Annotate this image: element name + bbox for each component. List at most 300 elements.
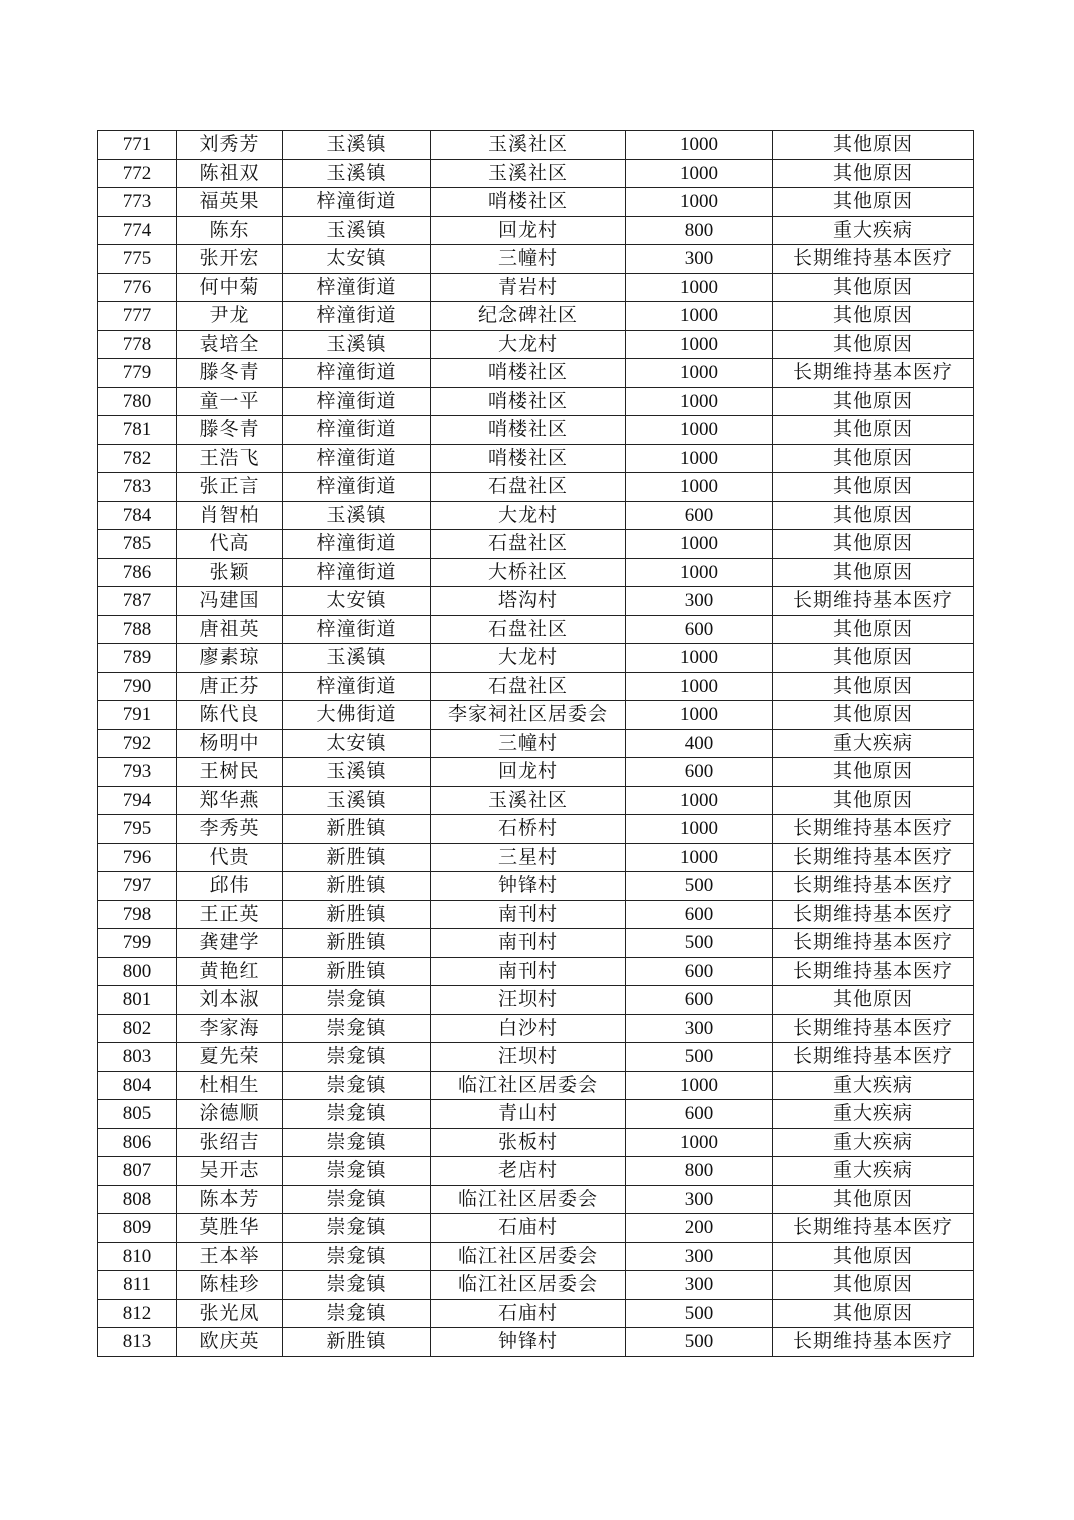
row-number-cell: 779: [98, 359, 177, 388]
row-number-cell: 775: [98, 245, 177, 274]
table-row: [98, 815, 974, 844]
reason-cell: 长期维持基本医疗: [773, 359, 974, 388]
village-cell: 哨楼社区: [431, 359, 626, 388]
reason-cell: 其他原因: [773, 188, 974, 217]
reason-cell: 长期维持基本医疗: [773, 957, 974, 986]
amount-cell: 1000: [626, 444, 773, 473]
name-cell: 张绍吉: [177, 1128, 283, 1157]
table-row: [98, 587, 974, 616]
village-cell: 钟锋村: [431, 1328, 626, 1357]
township-cell: 新胜镇: [283, 900, 431, 929]
row-number-cell: 782: [98, 444, 177, 473]
row-number-cell: 800: [98, 957, 177, 986]
township-cell: 梓潼街道: [283, 672, 431, 701]
reason-cell: 重大疾病: [773, 1128, 974, 1157]
table-row: [98, 786, 974, 815]
name-cell: 刘秀芳: [177, 131, 283, 160]
reason-cell: 其他原因: [773, 501, 974, 530]
township-cell: 太安镇: [283, 729, 431, 758]
village-cell: 石盘社区: [431, 615, 626, 644]
name-cell: 张正言: [177, 473, 283, 502]
name-cell: 陈祖双: [177, 159, 283, 188]
amount-cell: 1000: [626, 302, 773, 331]
village-cell: 三幢村: [431, 245, 626, 274]
name-cell: 王树民: [177, 758, 283, 787]
name-cell: 杨明中: [177, 729, 283, 758]
township-cell: 太安镇: [283, 245, 431, 274]
township-cell: 崇龛镇: [283, 1100, 431, 1129]
township-cell: 崇龛镇: [283, 1242, 431, 1271]
village-cell: 青岩村: [431, 273, 626, 302]
reason-cell: 其他原因: [773, 786, 974, 815]
table-row: [98, 302, 974, 331]
township-cell: 新胜镇: [283, 815, 431, 844]
reason-cell: 其他原因: [773, 387, 974, 416]
name-cell: 王本举: [177, 1242, 283, 1271]
village-cell: 玉溪社区: [431, 159, 626, 188]
name-cell: 何中菊: [177, 273, 283, 302]
village-cell: 石盘社区: [431, 672, 626, 701]
reason-cell: 其他原因: [773, 986, 974, 1015]
name-cell: 张开宏: [177, 245, 283, 274]
amount-cell: 1000: [626, 473, 773, 502]
table-row: [98, 758, 974, 787]
reason-cell: 长期维持基本医疗: [773, 815, 974, 844]
row-number-cell: 780: [98, 387, 177, 416]
reason-cell: 其他原因: [773, 615, 974, 644]
row-number-cell: 773: [98, 188, 177, 217]
table-row: [98, 1214, 974, 1243]
name-cell: 张颖: [177, 558, 283, 587]
township-cell: 新胜镇: [283, 1328, 431, 1357]
name-cell: 尹龙: [177, 302, 283, 331]
table-row: [98, 1071, 974, 1100]
township-cell: 玉溪镇: [283, 758, 431, 787]
row-number-cell: 794: [98, 786, 177, 815]
township-cell: 梓潼街道: [283, 416, 431, 445]
row-number-cell: 792: [98, 729, 177, 758]
row-number-cell: 791: [98, 701, 177, 730]
row-number-cell: 796: [98, 843, 177, 872]
reason-cell: 其他原因: [773, 558, 974, 587]
row-number-cell: 787: [98, 587, 177, 616]
reason-cell: 长期维持基本医疗: [773, 1043, 974, 1072]
name-cell: 唐祖英: [177, 615, 283, 644]
row-number-cell: 799: [98, 929, 177, 958]
amount-cell: 500: [626, 872, 773, 901]
row-number-cell: 812: [98, 1299, 177, 1328]
amount-cell: 500: [626, 1043, 773, 1072]
row-number-cell: 809: [98, 1214, 177, 1243]
name-cell: 童一平: [177, 387, 283, 416]
township-cell: 太安镇: [283, 587, 431, 616]
name-cell: 廖素琼: [177, 644, 283, 673]
amount-cell: 500: [626, 1299, 773, 1328]
amount-cell: 300: [626, 245, 773, 274]
row-number-cell: 778: [98, 330, 177, 359]
amount-cell: 1000: [626, 786, 773, 815]
township-cell: 崇龛镇: [283, 1157, 431, 1186]
reason-cell: 长期维持基本医疗: [773, 1214, 974, 1243]
amount-cell: 600: [626, 1100, 773, 1129]
village-cell: 李家祠社区居委会: [431, 701, 626, 730]
reason-cell: 重大疾病: [773, 216, 974, 245]
table-row: [98, 416, 974, 445]
reason-cell: 长期维持基本医疗: [773, 587, 974, 616]
township-cell: 梓潼街道: [283, 473, 431, 502]
village-cell: 青山村: [431, 1100, 626, 1129]
village-cell: 纪念碑社区: [431, 302, 626, 331]
name-cell: 杜相生: [177, 1071, 283, 1100]
reason-cell: 长期维持基本医疗: [773, 1328, 974, 1357]
township-cell: 崇龛镇: [283, 1185, 431, 1214]
amount-cell: 600: [626, 957, 773, 986]
township-cell: 新胜镇: [283, 957, 431, 986]
village-cell: 临江社区居委会: [431, 1242, 626, 1271]
township-cell: 梓潼街道: [283, 558, 431, 587]
table-row: [98, 245, 974, 274]
township-cell: 崇龛镇: [283, 1071, 431, 1100]
reason-cell: 其他原因: [773, 1185, 974, 1214]
village-cell: 大龙村: [431, 644, 626, 673]
village-cell: 石庙村: [431, 1299, 626, 1328]
row-number-cell: 783: [98, 473, 177, 502]
village-cell: 哨楼社区: [431, 188, 626, 217]
table-row: [98, 1157, 974, 1186]
name-cell: 夏先荣: [177, 1043, 283, 1072]
village-cell: 哨楼社区: [431, 387, 626, 416]
table-row: [98, 473, 974, 502]
table-row: [98, 216, 974, 245]
reason-cell: 长期维持基本医疗: [773, 1014, 974, 1043]
row-number-cell: 804: [98, 1071, 177, 1100]
amount-cell: 1000: [626, 159, 773, 188]
amount-cell: 300: [626, 1242, 773, 1271]
name-cell: 李家海: [177, 1014, 283, 1043]
row-number-cell: 795: [98, 815, 177, 844]
amount-cell: 1000: [626, 701, 773, 730]
reason-cell: 其他原因: [773, 416, 974, 445]
name-cell: 涂德顺: [177, 1100, 283, 1129]
table-row: [98, 387, 974, 416]
name-cell: 冯建国: [177, 587, 283, 616]
table-row: [98, 558, 974, 587]
name-cell: 滕冬青: [177, 416, 283, 445]
table-row: [98, 615, 974, 644]
township-cell: 新胜镇: [283, 872, 431, 901]
village-cell: 三幢村: [431, 729, 626, 758]
village-cell: 玉溪社区: [431, 131, 626, 160]
name-cell: 陈东: [177, 216, 283, 245]
township-cell: 玉溪镇: [283, 786, 431, 815]
row-number-cell: 801: [98, 986, 177, 1015]
township-cell: 崇龛镇: [283, 1214, 431, 1243]
name-cell: 福英果: [177, 188, 283, 217]
village-cell: 钟锋村: [431, 872, 626, 901]
township-cell: 梓潼街道: [283, 530, 431, 559]
name-cell: 唐正芬: [177, 672, 283, 701]
table-row: [98, 929, 974, 958]
row-number-cell: 786: [98, 558, 177, 587]
table-row: [98, 444, 974, 473]
table-row: [98, 872, 974, 901]
reason-cell: 重大疾病: [773, 1157, 974, 1186]
row-number-cell: 805: [98, 1100, 177, 1129]
village-cell: 临江社区居委会: [431, 1071, 626, 1100]
table-row: [98, 330, 974, 359]
village-cell: 哨楼社区: [431, 416, 626, 445]
amount-cell: 1000: [626, 644, 773, 673]
table-row: [98, 273, 974, 302]
table-row: [98, 1328, 974, 1357]
name-cell: 李秀英: [177, 815, 283, 844]
amount-cell: 600: [626, 900, 773, 929]
reason-cell: 其他原因: [773, 159, 974, 188]
name-cell: 郑华燕: [177, 786, 283, 815]
row-number-cell: 802: [98, 1014, 177, 1043]
reason-cell: 重大疾病: [773, 1071, 974, 1100]
township-cell: 新胜镇: [283, 929, 431, 958]
table-row: [98, 501, 974, 530]
village-cell: 石桥村: [431, 815, 626, 844]
table-row: [98, 729, 974, 758]
row-number-cell: 811: [98, 1271, 177, 1300]
village-cell: 汪坝村: [431, 986, 626, 1015]
township-cell: 玉溪镇: [283, 501, 431, 530]
amount-cell: 300: [626, 1271, 773, 1300]
table-row: [98, 701, 974, 730]
amount-cell: 600: [626, 501, 773, 530]
amount-cell: 1000: [626, 530, 773, 559]
township-cell: 玉溪镇: [283, 159, 431, 188]
amount-cell: 1000: [626, 387, 773, 416]
village-cell: 汪坝村: [431, 1043, 626, 1072]
row-number-cell: 781: [98, 416, 177, 445]
township-cell: 崇龛镇: [283, 1271, 431, 1300]
amount-cell: 300: [626, 1014, 773, 1043]
reason-cell: 其他原因: [773, 758, 974, 787]
name-cell: 陈代良: [177, 701, 283, 730]
amount-cell: 1000: [626, 843, 773, 872]
amount-cell: 800: [626, 1157, 773, 1186]
township-cell: 梓潼街道: [283, 302, 431, 331]
amount-cell: 600: [626, 758, 773, 787]
row-number-cell: 784: [98, 501, 177, 530]
table-row: [98, 843, 974, 872]
reason-cell: 长期维持基本医疗: [773, 900, 974, 929]
table-body: [98, 131, 974, 1357]
table-row: [98, 530, 974, 559]
township-cell: 崇龛镇: [283, 1128, 431, 1157]
row-number-cell: 808: [98, 1185, 177, 1214]
township-cell: 玉溪镇: [283, 330, 431, 359]
village-cell: 回龙村: [431, 758, 626, 787]
village-cell: 张板村: [431, 1128, 626, 1157]
amount-cell: 600: [626, 615, 773, 644]
row-number-cell: 793: [98, 758, 177, 787]
table-row: [98, 1100, 974, 1129]
amount-cell: 1000: [626, 558, 773, 587]
name-cell: 龚建学: [177, 929, 283, 958]
table-row: [98, 188, 974, 217]
village-cell: 石盘社区: [431, 473, 626, 502]
row-number-cell: 785: [98, 530, 177, 559]
reason-cell: 重大疾病: [773, 729, 974, 758]
name-cell: 代高: [177, 530, 283, 559]
name-cell: 张光凤: [177, 1299, 283, 1328]
township-cell: 梓潼街道: [283, 188, 431, 217]
village-cell: 南刊村: [431, 900, 626, 929]
table-row: [98, 1299, 974, 1328]
table-row: [98, 1043, 974, 1072]
township-cell: 崇龛镇: [283, 1043, 431, 1072]
name-cell: 陈本芳: [177, 1185, 283, 1214]
amount-cell: 1000: [626, 273, 773, 302]
reason-cell: 其他原因: [773, 644, 974, 673]
reason-cell: 长期维持基本医疗: [773, 929, 974, 958]
reason-cell: 其他原因: [773, 273, 974, 302]
village-cell: 老店村: [431, 1157, 626, 1186]
village-cell: 石庙村: [431, 1214, 626, 1243]
reason-cell: 其他原因: [773, 701, 974, 730]
township-cell: 崇龛镇: [283, 1299, 431, 1328]
name-cell: 邱伟: [177, 872, 283, 901]
table-row: [98, 1014, 974, 1043]
table-row: [98, 159, 974, 188]
village-cell: 南刊村: [431, 957, 626, 986]
amount-cell: 600: [626, 986, 773, 1015]
amount-cell: 500: [626, 1328, 773, 1357]
row-number-cell: 806: [98, 1128, 177, 1157]
amount-cell: 1000: [626, 188, 773, 217]
name-cell: 代贵: [177, 843, 283, 872]
amount-cell: 1000: [626, 1071, 773, 1100]
amount-cell: 1000: [626, 416, 773, 445]
name-cell: 陈桂珍: [177, 1271, 283, 1300]
reason-cell: 其他原因: [773, 530, 974, 559]
table-row: [98, 986, 974, 1015]
name-cell: 刘本淑: [177, 986, 283, 1015]
amount-cell: 500: [626, 929, 773, 958]
village-cell: 大龙村: [431, 330, 626, 359]
township-cell: 梓潼街道: [283, 387, 431, 416]
row-number-cell: 777: [98, 302, 177, 331]
assistance-table: [97, 130, 974, 1357]
table-row: [98, 1128, 974, 1157]
table-row: [98, 644, 974, 673]
name-cell: 王正英: [177, 900, 283, 929]
reason-cell: 重大疾病: [773, 1100, 974, 1129]
township-cell: 梓潼街道: [283, 273, 431, 302]
village-cell: 大龙村: [431, 501, 626, 530]
name-cell: 王浩飞: [177, 444, 283, 473]
amount-cell: 300: [626, 587, 773, 616]
reason-cell: 其他原因: [773, 444, 974, 473]
amount-cell: 300: [626, 1185, 773, 1214]
table-row: [98, 957, 974, 986]
township-cell: 崇龛镇: [283, 986, 431, 1015]
reason-cell: 其他原因: [773, 1299, 974, 1328]
row-number-cell: 771: [98, 131, 177, 160]
row-number-cell: 776: [98, 273, 177, 302]
amount-cell: 1000: [626, 359, 773, 388]
village-cell: 临江社区居委会: [431, 1185, 626, 1214]
village-cell: 大桥社区: [431, 558, 626, 587]
reason-cell: 其他原因: [773, 672, 974, 701]
row-number-cell: 790: [98, 672, 177, 701]
township-cell: 梓潼街道: [283, 359, 431, 388]
reason-cell: 其他原因: [773, 1242, 974, 1271]
row-number-cell: 788: [98, 615, 177, 644]
table-row: [98, 359, 974, 388]
name-cell: 黄艳红: [177, 957, 283, 986]
reason-cell: 长期维持基本医疗: [773, 245, 974, 274]
reason-cell: 其他原因: [773, 302, 974, 331]
row-number-cell: 813: [98, 1328, 177, 1357]
reason-cell: 长期维持基本医疗: [773, 872, 974, 901]
row-number-cell: 810: [98, 1242, 177, 1271]
amount-cell: 400: [626, 729, 773, 758]
row-number-cell: 798: [98, 900, 177, 929]
township-cell: 玉溪镇: [283, 131, 431, 160]
township-cell: 梓潼街道: [283, 615, 431, 644]
township-cell: 玉溪镇: [283, 644, 431, 673]
table-row: [98, 672, 974, 701]
amount-cell: 1000: [626, 815, 773, 844]
amount-cell: 800: [626, 216, 773, 245]
amount-cell: 1000: [626, 330, 773, 359]
village-cell: 白沙村: [431, 1014, 626, 1043]
village-cell: 临江社区居委会: [431, 1271, 626, 1300]
village-cell: 玉溪社区: [431, 786, 626, 815]
row-number-cell: 803: [98, 1043, 177, 1072]
table-row: [98, 1271, 974, 1300]
row-number-cell: 789: [98, 644, 177, 673]
table-row: [98, 131, 974, 160]
township-cell: 崇龛镇: [283, 1014, 431, 1043]
village-cell: 三星村: [431, 843, 626, 872]
name-cell: 袁培全: [177, 330, 283, 359]
village-cell: 哨楼社区: [431, 444, 626, 473]
township-cell: 新胜镇: [283, 843, 431, 872]
amount-cell: 200: [626, 1214, 773, 1243]
amount-cell: 1000: [626, 672, 773, 701]
village-cell: 南刊村: [431, 929, 626, 958]
reason-cell: 其他原因: [773, 131, 974, 160]
reason-cell: 长期维持基本医疗: [773, 843, 974, 872]
village-cell: 塔沟村: [431, 587, 626, 616]
reason-cell: 其他原因: [773, 330, 974, 359]
reason-cell: 其他原因: [773, 1271, 974, 1300]
name-cell: 肖智柏: [177, 501, 283, 530]
reason-cell: 其他原因: [773, 473, 974, 502]
amount-cell: 1000: [626, 1128, 773, 1157]
row-number-cell: 772: [98, 159, 177, 188]
name-cell: 莫胜华: [177, 1214, 283, 1243]
row-number-cell: 807: [98, 1157, 177, 1186]
name-cell: 欧庆英: [177, 1328, 283, 1357]
name-cell: 滕冬青: [177, 359, 283, 388]
amount-cell: 1000: [626, 131, 773, 160]
township-cell: 大佛街道: [283, 701, 431, 730]
township-cell: 玉溪镇: [283, 216, 431, 245]
row-number-cell: 774: [98, 216, 177, 245]
table-row: [98, 1242, 974, 1271]
name-cell: 吴开志: [177, 1157, 283, 1186]
village-cell: 回龙村: [431, 216, 626, 245]
table-row: [98, 1185, 974, 1214]
township-cell: 梓潼街道: [283, 444, 431, 473]
